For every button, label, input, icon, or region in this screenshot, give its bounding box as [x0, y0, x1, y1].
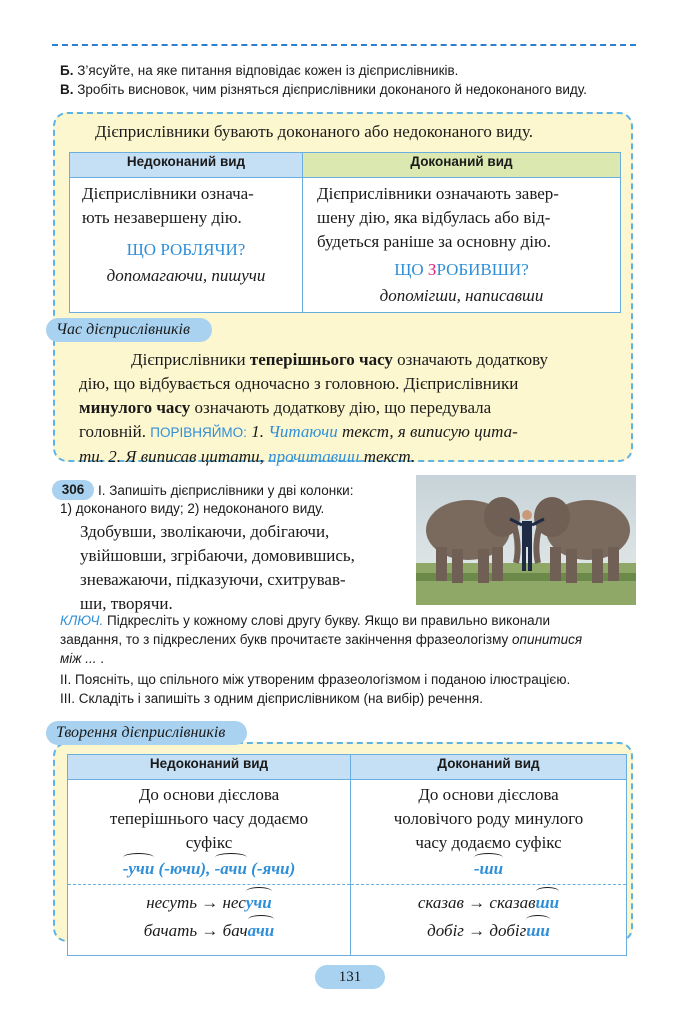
- exercise-instruction-1: І. Запишіть дієприслівники у дві колонки:: [98, 483, 354, 498]
- page-number: 131: [315, 965, 385, 989]
- formation-perfective-rule: До основи дієслова чоловічого роду минулого часу додаємо суфікс -ши: [351, 780, 627, 885]
- imperfective-header: Недоконаний вид: [70, 153, 303, 178]
- imperfective-suffixes: -учи (-ючи), -ачи (-ячи): [74, 857, 344, 881]
- imperfective-cell: Дієприслівники означа- ють незавершену дію. ЩО РОБЛЯЧИ? допомагаючи, пишучи: [70, 178, 303, 313]
- exercise-task-3: ІІІ. Складіть і запишіть з одним дієприслівником (на вибір) речення.: [60, 691, 483, 706]
- formation-perfective-examples: сказав → сказавши добіг → добігши: [351, 885, 627, 956]
- top-divider: [52, 44, 636, 46]
- formation-table: [67, 754, 627, 956]
- exercise-words: Здобувши, зволікаючи, добігаючи, увійшовши, згрібаючи, домовившись, зневажаючи, підказуючи, схитрував- ши, творячи.: [80, 522, 355, 613]
- perfective-cell: Дієприслівники означають завер- шену дію, яка відбулась або від- будеться раніше за основну дію. ЩО ЗРОБИВШИ? допомігши, написавши: [303, 178, 621, 313]
- perfective-question: ЩО ЗРОБИВШИ?: [394, 260, 529, 279]
- exercise-key: КЛЮЧ. Підкресліть у кожному слові другу букву. Якщо ви правильно виконали завдання, то з підкреслених букв прочитаєте закінчення фразеологізму опинитися між ... .: [60, 613, 583, 666]
- aspect-table: [69, 152, 621, 313]
- perfective-examples: допомігши, написавши: [379, 286, 544, 305]
- perfective-suffix: -ши: [357, 857, 620, 881]
- formation-imperfective-examples: несуть → несучи бачать → бачачи: [68, 885, 351, 956]
- imperfective-examples: допомагаючи, пишучи: [106, 266, 266, 285]
- rule-intro: Дієприслівники бувають доконаного або недоконаного виду.: [95, 122, 534, 141]
- elephants-illustration: [416, 475, 636, 605]
- tense-pill: Час дієприслівників: [46, 318, 212, 342]
- exercise-task-2: ІІ. Поясніть, що спільного між утвореним фразеологізмом і поданою ілюстрацією.: [60, 672, 571, 687]
- exercise-number: 306: [52, 480, 94, 500]
- formation-imperfective-header: Недоконаний вид: [68, 755, 351, 780]
- perfective-header: Доконаний вид: [303, 153, 621, 178]
- formation-perfective-header: Доконаний вид: [351, 755, 627, 780]
- tense-paragraph: Дієприслівники теперішнього часу означають додаткову дію, що відбувається одночасно з головною. Дієприслівники минулого часу означають додаткову дію, що передувала головній. ПОРІВНЯЙМО: 1. Читаючи текст, я виписую цита- ти. 2. Я виписав цитати, прочитавши текст.: [79, 350, 549, 466]
- exercise-instruction-2: 1) доконаного виду; 2) недоконаного виду.: [60, 501, 325, 516]
- imperfective-question: ЩО РОБЛЯЧИ?: [126, 240, 246, 259]
- task-b: Б. З’ясуйте, на яке питання відповідає кожен із дієприслівників.: [60, 63, 459, 78]
- formation-pill: Творення дієприслівників: [46, 721, 247, 745]
- formation-imperfective-rule: До основи дієслова теперішнього часу додаємо суфікс -учи (-ючи), -ачи (-ячи): [68, 780, 351, 885]
- task-v: В. Зробіть висновок, чим різняться дієприслівники доконаного й недоконаного виду.: [60, 82, 587, 97]
